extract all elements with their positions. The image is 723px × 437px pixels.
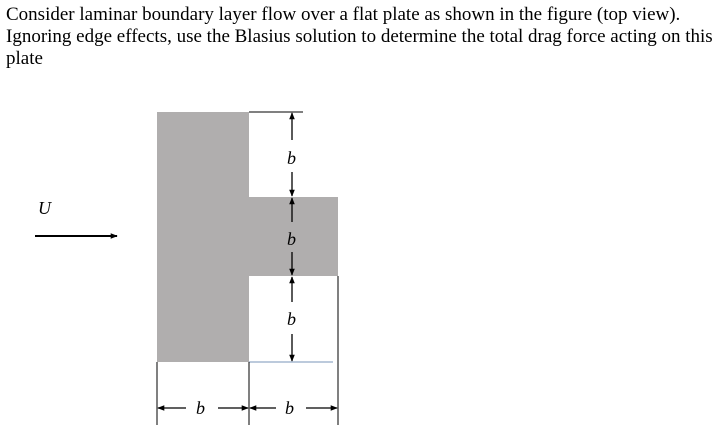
vertical-dim-middle-label: b	[287, 229, 296, 249]
flat-plate	[157, 112, 338, 362]
vertical-dim-bottom-label: b	[287, 309, 296, 329]
problem-statement: Consider laminar boundary layer flow over a flat plate as shown in the figure (top view). Ignoring edge effects, use the Blasius solution to determine the total drag force acting on this plate	[6, 4, 713, 69]
horizontal-dim-right-label: b	[285, 398, 294, 418]
flow-velocity-label: U	[38, 198, 51, 218]
horizontal-dim-left-label: b	[196, 398, 205, 418]
vertical-dim-top-label: b	[287, 148, 296, 168]
